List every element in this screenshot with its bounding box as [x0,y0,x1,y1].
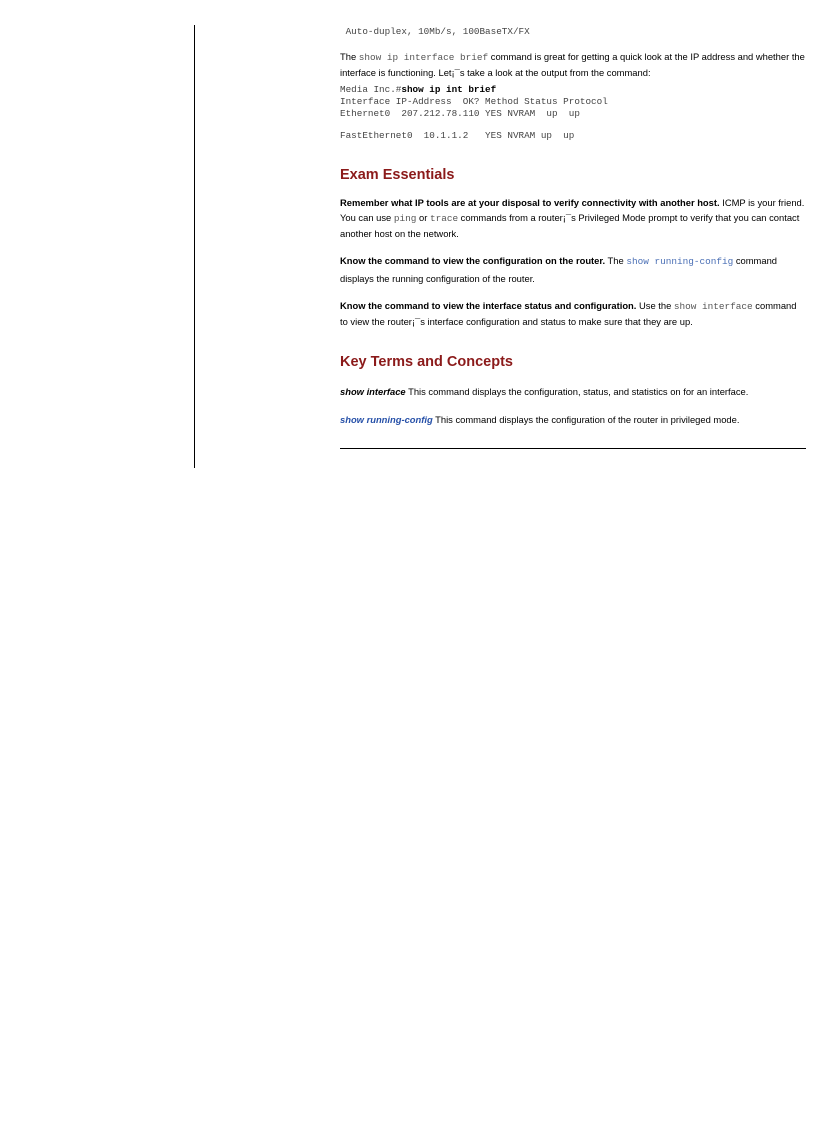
essential-1-text-a: ICMP is your friend. You can use [340,197,805,223]
essential-3-bold: Know the command to view the interface status and configuration. [340,300,637,311]
section-end-rule [340,448,806,449]
output-prompt-line [340,84,806,96]
exam-essential-2 [340,252,806,287]
essential-2-bold: Know the command to view the configuration on the router. [340,255,606,266]
essential-2-text-b: command displays the running configuration of the router. [340,255,778,284]
show-running-config-command: show running-config [626,256,734,267]
trace-command: trace [429,213,459,224]
show-interface-command: show interface [673,301,753,312]
exam-essentials-heading: Exam Essentials [340,167,455,183]
output-header: Interface IP-Address OK? Method Status Protocol [340,96,608,107]
command-output [340,84,806,142]
ping-command: ping [393,213,417,224]
output-typed-command: show ip int brief [401,84,497,95]
key-term-1 [340,384,806,399]
term-show-running-config: show running-config [340,414,433,425]
output-row-fastethernet: FastEthernet0 10.1.1.2 YES NVRAM up up [340,130,575,141]
output-prompt: Media Inc.# [340,84,402,95]
page-content [340,22,806,427]
term-2-definition: This command displays the configuration of the router in privileged mode. [432,414,740,425]
term-show-interface: show interface [340,386,406,397]
intro-paragraph [340,49,806,80]
essential-3-text-b: command to view the router¡¯s interface configuration and status to make sure that they are up. [340,300,797,327]
essential-1-text-b: or [416,212,430,223]
term-1-definition: This command displays the configuration, status, and statistics on for an interface. [405,386,749,397]
exam-essential-3 [340,298,806,329]
exam-essential-1 [340,195,806,241]
essential-1-text-c: commands from a router¡¯s Privileged Mode prompt to verify that you can contact another host on the network. [340,212,800,239]
essential-2-text-a: The [605,255,627,266]
code-line-duplex: Auto-duplex, 10Mb/s, 100BaseTX/FX [340,26,530,37]
essential-3-text-a: Use the [636,300,674,311]
output-row-ethernet: Ethernet0 207.212.78.110 YES NVRAM up up [340,108,580,119]
intro-post: command is great for getting a quick look at the IP address and whether the interface is functioning. Let¡¯s take a look at the output from the command: [340,51,805,78]
intro-pre: The [340,51,359,62]
essential-1-bold: Remember what IP tools are at your disposal to verify connectivity with another host. [340,197,720,208]
key-term-2 [340,412,806,427]
margin-rule [194,25,195,468]
key-terms-heading: Key Terms and Concepts [340,354,513,370]
intro-command: show ip interface brief [358,52,489,63]
